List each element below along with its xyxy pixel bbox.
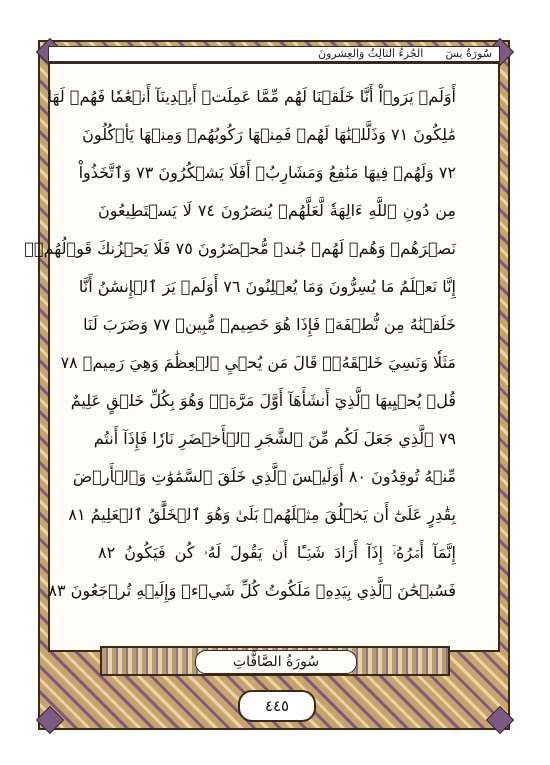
text-line: إِنَّا نَعۡلَمُ مَا يُسِرُّونَ وَمَا يُعۡلِنُونَ ٧٦ أَوَلَمۡ يَرَ ٱلۡإِنسَٰنُ أَنَّا bbox=[78, 277, 456, 296]
text-line: أَوَلَمۡ يَرَوۡاْ أَنَّا خَلَقۡنَا لَهُم مِّمَّا عَمِلَتۡ أَيۡدِينَآ أَنۡعَٰمٗا فَهُمۡ لَهَا bbox=[47, 87, 456, 106]
juz-header-label: الجُزءُ الثالِثُ وَالعِشرونَ bbox=[318, 47, 424, 60]
text-line: مِن دُونِ ٱللَّهِ ءَالِهَةٗ لَّعَلَّهُمۡ يُنصَرُونَ ٧٤ لَا يَسۡتَطِيعُونَ bbox=[98, 201, 456, 220]
text-line: خَلَقۡنَٰهُ مِن نُّطۡفَةٖ فَإِذَا هُوَ خَصِيمٞ مُّبِينٞ ٧٧ وَضَرَبَ لَنَا bbox=[83, 315, 456, 334]
text-line: إِنَّمَآ أَمۡرُهُۥٓ إِذَآ أَرَادَ شَيۡـًٔا أَن يَقُولَ لَهُۥ كُن فَيَكُونُ ٨٢ bbox=[98, 543, 456, 562]
text-line: ٧٩ ٱلَّذِي جَعَلَ لَكُم مِّنَ ٱلشَّجَرِ ٱلۡأَخۡضَرِ نَارٗا فَإِذَآ أَنتُم bbox=[93, 429, 456, 448]
page-header bbox=[48, 46, 500, 62]
text-line: مَٰلِكُونَ ٧١ وَذَلَّلۡنَٰهَا لَهُمۡ فَمِنۡهَا رَكُوبُهُمۡ وَمِنۡهَا يَأۡكُلُونَ bbox=[82, 125, 456, 144]
text-line: ٧٢ وَلَهُمۡ فِيهَا مَنَٰفِعُ وَمَشَارِبُۚ أَفَلَا يَشۡكُرُونَ ٧٣ وَٱتَّخَذُواْ bbox=[78, 163, 456, 182]
text-line: مِّنۡهُ تُوقِدُونَ ٨٠ أَوَلَيۡسَ ٱلَّذِي خَلَقَ ٱلسَّمَٰوَٰتِ وَٱلۡأَرۡضَ bbox=[72, 467, 456, 486]
surah-header-label: سُورَةُ يسٓ bbox=[445, 47, 492, 60]
text-line: نَصۡرَهُمۡ وَهُمۡ لَهُمۡ جُندٞ مُّحۡضَرُونَ ٧٥ فَلَا يَحۡزُنكَ قَوۡلُهُمۡۘ bbox=[24, 239, 456, 258]
text-line: قُلۡ يُحۡيِيهَا ٱلَّذِيٓ أَنشَأَهَآ أَوَّلَ مَرَّةٖۖ وَهُوَ بِكُلِّ خَلۡقٍ عَلِيمٌ bbox=[70, 391, 456, 410]
page-number: ٤٤٥ bbox=[238, 690, 316, 722]
quran-text-block bbox=[24, 80, 456, 640]
text-line: مَثَلٗا وَنَسِيَ خَلۡقَهُۥۖ قَالَ مَن يُحۡيِ ٱلۡعِظَٰمَ وَهِيَ رَمِيمٞ ٧٨ bbox=[60, 353, 456, 372]
text-line: بِقَٰدِرٍ عَلَىٰٓ أَن يَخۡلُقَ مِثۡلَهُمۚ بَلَىٰ وَهُوَ ٱلۡخَلَّٰقُ ٱلۡعَلِيمُ ٨١ bbox=[68, 505, 456, 524]
next-surah-title: سُورَةُ الصَّافَّاتِ bbox=[195, 650, 357, 674]
text-line: فَسُبۡحَٰنَ ٱلَّذِي بِيَدِهِۦ مَلَكُوتُ كُلِّ شَيۡءٖ وَإِلَيۡهِ تُرۡجَعُونَ ٨٣ bbox=[48, 581, 456, 600]
